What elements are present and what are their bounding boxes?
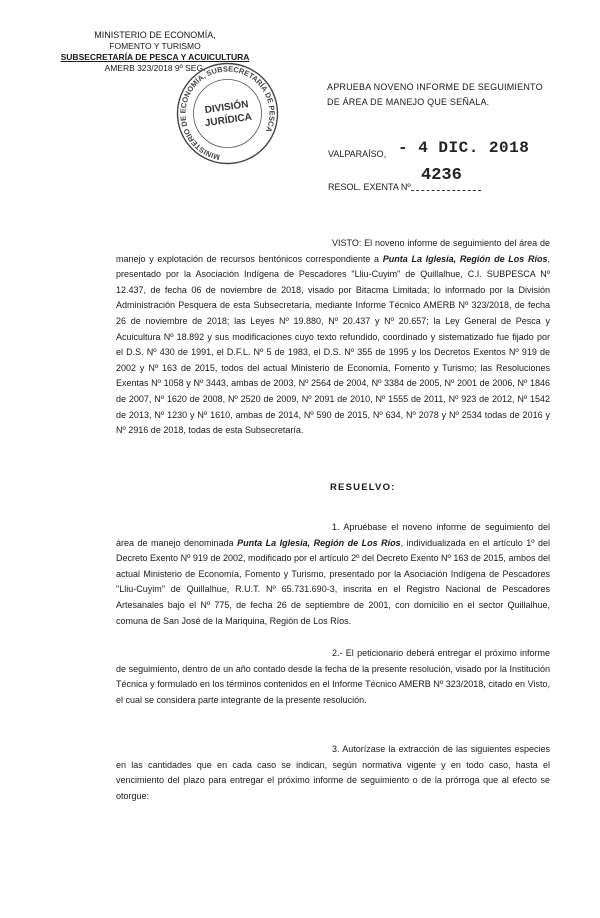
place-label: VALPARAÍSO,: [328, 149, 387, 159]
place-date-block: [328, 136, 568, 166]
point-1-number: 1.: [332, 522, 340, 532]
point-1-text-b: , individualizada en el artículo 1º del Decreto Exento Nº 919 de 2002, modificado por el artículo 2º del Decreto Exento Nº 163 de 2015, ambos del actual Ministerio de Economía, Fomento y Turismo, presentado por la Asociación Indígena de Pescadores "Lliu-Cuyim" de Quillalhue, R.U.T. Nº 65.731.690-3, inscrita en el Registro Nacional de Pescadores Artesanales bajo el Nº 775, de fecha 26 de septiembre de 2001, con domicilio en el sector Quillalhue, comuna de San José de la Mariquina, Región de Los Ríos.: [116, 537, 550, 626]
subsecretaria-line: SUBSECRETARÍA DE PESCA Y ACUICULTURA: [60, 52, 250, 62]
resolution-point-1: [116, 520, 550, 629]
svg-text:MINISTERIO DE ECONOMÍA, SUBSEC: [171, 57, 285, 171]
point-1-text-a: Apruébase el noveno informe de seguimiento del área de manejo denominada: [116, 522, 550, 548]
subject-line-2: DE ÁREA DE MANEJO QUE SEÑALA.: [327, 97, 490, 107]
visto-text-a: El noveno informe de seguimiento del área de manejo y explotación de recursos bentónicos correspondiente a: [116, 238, 550, 264]
ministry-line-2: FOMENTO Y TURISMO: [109, 41, 201, 51]
reference-line: AMERB 323/2018 9º SEG.: [104, 63, 206, 73]
stamp-center-line-2: JURÍDICA: [204, 111, 253, 130]
resolution-number-block: [328, 168, 568, 198]
resolution-subject: [327, 80, 567, 110]
resolution-number: 4236: [421, 166, 462, 185]
ministry-line-1: MINISTERIO DE ECONOMÍA,: [94, 30, 216, 40]
resolution-label: RESOL. EXENTA Nº: [328, 182, 411, 192]
resolution-point-3: [116, 742, 550, 804]
visto-label: VISTO:: [332, 238, 362, 248]
date-stamp: - 4 DIC. 2018: [398, 139, 530, 157]
resolution-point-2: [116, 646, 550, 708]
visto-area-name: Punta La Iglesia, Región de Los Ríos: [382, 253, 548, 264]
point-2-number: 2.-: [332, 648, 343, 658]
stamp-ring-text: MINISTERIO DE ECONOMÍA, SUBSECRETARÍA DE PESCA: [178, 64, 277, 162]
division-juridica-stamp: [170, 56, 285, 171]
resuelvo-heading: RESUELVO:: [330, 482, 396, 493]
stamp-center-line-1: DIVISIÓN: [204, 99, 250, 117]
point-3-text: Autorízase la extracción de las siguientes especies en las cantidades que en cada caso se indican, según normativa vigente y en todo caso, hasta el vencimiento del plazo para entregar el próximo informe de seguimiento o de la prórroga que al efecto se otorgue:: [116, 744, 550, 801]
point-2-text: El peticionario deberá entregar el próximo informe de seguimiento, dentro de un año contado desde la fecha de la presente resolución, visado por la Institución Técnica y formulado en los términos contenidos en el Informe Técnico AMERB Nº 323/2018, citado en Visto, el cual se considera parte integrante de la presente resolución.: [116, 648, 550, 705]
visto-paragraph: [116, 236, 550, 439]
point-3-number: 3.: [332, 744, 340, 754]
subject-line-1: APRUEBA NOVENO INFORME DE SEGUIMIENTO: [327, 82, 543, 92]
point-1-area-name: Punta La Iglesia, Región de Los Ríos: [237, 537, 401, 548]
resolution-number-underline: [411, 190, 481, 191]
visto-text-b: , presentado por la Asociación Indígena de Pescadores "Lliu-Cuyim" de Quillalhue, C.I. SUBPESCA Nº 12.437, de fecha 06 de noviembre de 2018, visado por Bitacma Limitada; lo informado por la División Administración Pesquera de esta Subsecretaría, mediante Informe Técnico AMERB Nº 323/2018, de fecha 26 de noviembre de 2018; las Leyes Nº 19.880, Nº 20.437 y Nº 20.657; la Ley General de Pesca y Acuicultura Nº 18.892 y sus modificaciones cuyo texto refundido, coordinado y sistematizado fue fijado por el D.S. Nº 430 de 1991, el D.F.L. Nº 5 de 1983, el D.S. Nº 355 de 1995 y los Decretos Exentos Nº 919 de 2002 y Nº 163 de 2015, todos del actual Ministerio de Economía, Fomento y Turismo; las Resoluciones Exentas Nº 1058 y Nº 3443, ambas de 2003, Nº 2564 de 2004, Nº 3384 de 2005, Nº 2001 de 2006, Nº 1846 de 2007, Nº 1620 de 2008, Nº 2520 de 2009, Nº 2091 de 2010, Nº 1555 de 2011, Nº 923 de 2012, Nº 1542 de 2013, Nº 1230 y Nº 1610, ambas de 2014, Nº 590 de 2015, Nº 634, Nº 2078 y Nº 2534 todas de 2016 y Nº 2916 de 2018, todas de esta Subsecretaría.: [116, 253, 551, 436]
